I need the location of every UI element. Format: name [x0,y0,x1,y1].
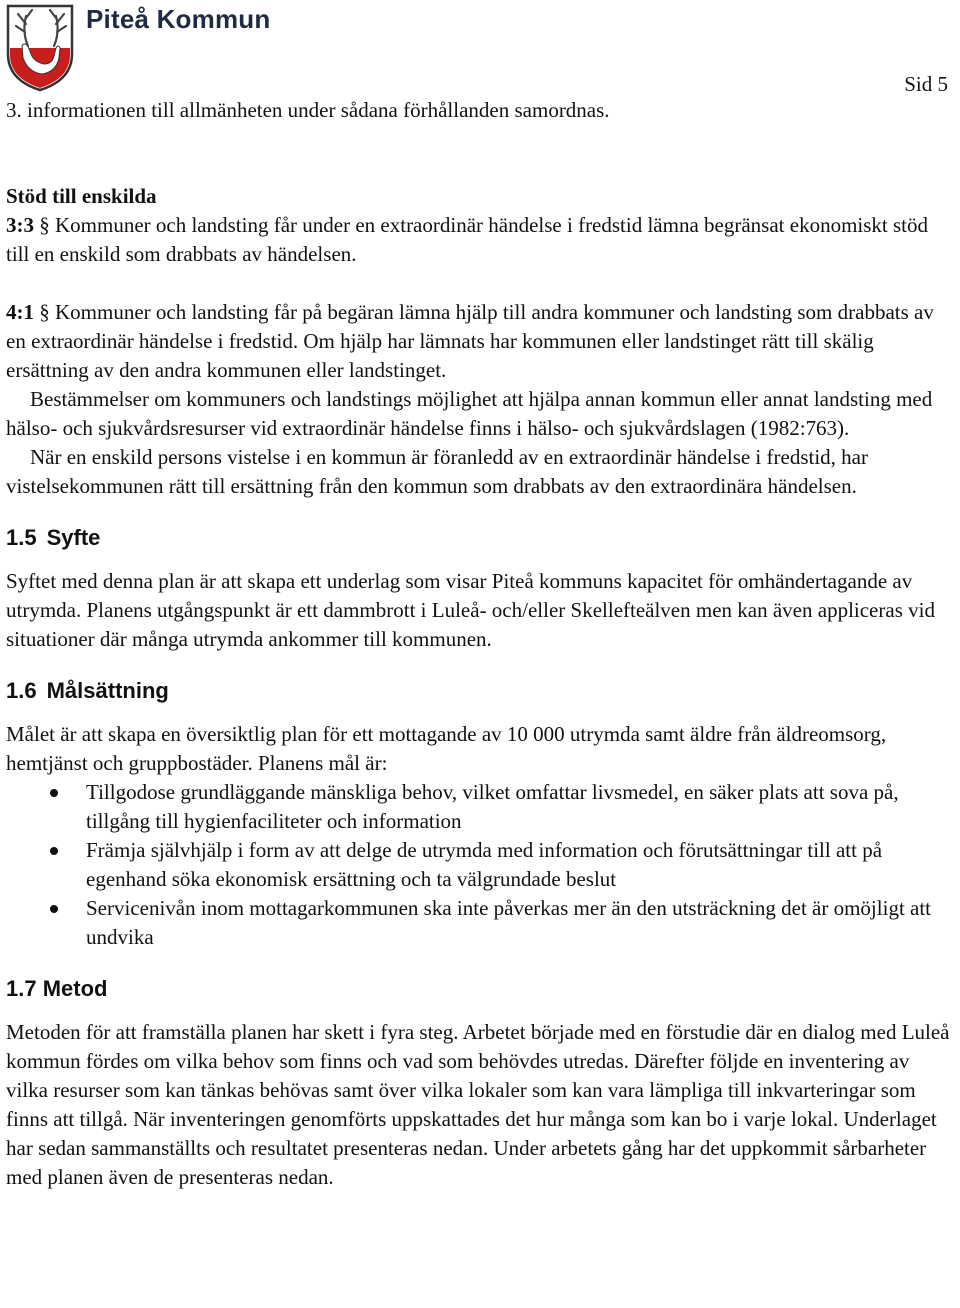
list-item-text: Servicenivån inom mottagarkommunen ska inte påverkas mer än den utsträckning det är omöjligt att undvika [86,896,932,949]
reindeer-coat-of-arms-icon [4,2,76,92]
paragraph-malsattning: Målet är att skapa en översiktlig plan för ett mottagande av 10 000 utrymda samt äldre från äldreomsorg, hemtjänst och gruppbostäder. Planens mål är: [6,722,887,775]
section-heading-stod: Stöd till enskilda [6,184,157,208]
list-item [6,836,956,894]
section-heading-malsattning [6,676,956,706]
paragraph-text: Kommuner och landsting får under en extraordinär händelse i fredstid lämna begränsat ekonomiskt stöd till en enskild som drabbats av händelsen. [6,213,928,266]
bullet-icon [50,847,58,855]
section-heading-syfte [6,523,956,553]
paragraph-vistelse: När en enskild persons vistelse i en kommun är föranledd av en extraordinär händelse i fredstid, har vistelsekommunen rätt till ersättning från den kommun som drabbats av den extraordinära händelsen. [6,445,868,498]
law-ref-4-1: 4:1 [6,300,34,324]
paragraph-bestammelser: Bestämmelser om kommuners och landstings möjlighet att hjälpa annan kommun eller annat landsting med hälso- och sjukvårdsresurser vid extraordinär händelse finns i hälso- och sjukvårdslagen (1982:763). [6,387,933,440]
paragraph-4-1 [6,298,956,385]
section-number: 1.6 [6,678,37,703]
organization-name: Piteå Kommun [86,4,271,34]
section-sign-icon: § [39,300,50,324]
section-heading-metod: 1.7 Metod [6,976,108,1001]
bullet-icon [50,905,58,913]
paragraph-metod: Metoden för att framställa planen har skett i fyra steg. Arbetet började med en förstudie där en dialog med Luleå kommun fördes om vilka behov som finns och vad som behövdes utredas. Därefter följde en inventering av vilka resurser som kan tänkas behövas samt över vilka lokaler som kan vara lämpliga till inkvarteringar som finns att tillgå. När inventeringen genomförts uppskattades det hur många som kan bo i varje lokal. Underlaget har sedan sammanställts och resultatet presenteras nedan. Under arbetets gång har det uppkommit sårbarheter med planen även de presenteras nedan. [6,1020,950,1189]
list-item [6,778,956,836]
bullet-icon [50,789,58,797]
paragraph-syfte: Syftet med denna plan är att skapa ett underlag som visar Piteå kommuns kapacitet för omhändertagande av utrymda. Planens utgångspunkt är ett dammbrott i Luleå- och/eller Skellefteälven men kan även appliceras vid situationer där många utrymda ankommer till kommunen. [6,569,935,651]
section-title: Syfte [46,525,101,550]
list-item-text: Främja självhjälp i form av att delge de utrymda med information och förutsättningar till att på egenhand söka ekonomisk ersättning och ta välgrundade beslut [86,838,883,891]
section-sign-icon: § [39,213,50,237]
section-title: Målsättning [46,678,169,703]
goal-list [6,778,956,952]
paragraph-text: Kommuner och landsting får på begäran lämna hjälp till andra kommuner och landsting som drabbats av en extraordinär händelse i fredstid. Om hjälp har lämnats har kommunen eller landstinget rätt till skälig ersättning av den andra kommunen eller landstinget. [6,300,934,382]
document-body [6,96,956,1192]
list-item-text: Tillgodose grundläggande mänskliga behov, vilket omfattar livsmedel, en säker plats att sova på, tillgång till hygienfaciliteter och information [86,780,899,833]
page-header [0,0,960,96]
list-item [6,894,956,952]
paragraph-3-3 [6,211,956,269]
intro-line: 3. informationen till allmänheten under sådana förhållanden samordnas. [6,98,610,122]
section-number: 1.5 [6,525,37,550]
law-ref-3-3: 3:3 [6,213,34,237]
page-number: Sid 5 [904,72,948,96]
